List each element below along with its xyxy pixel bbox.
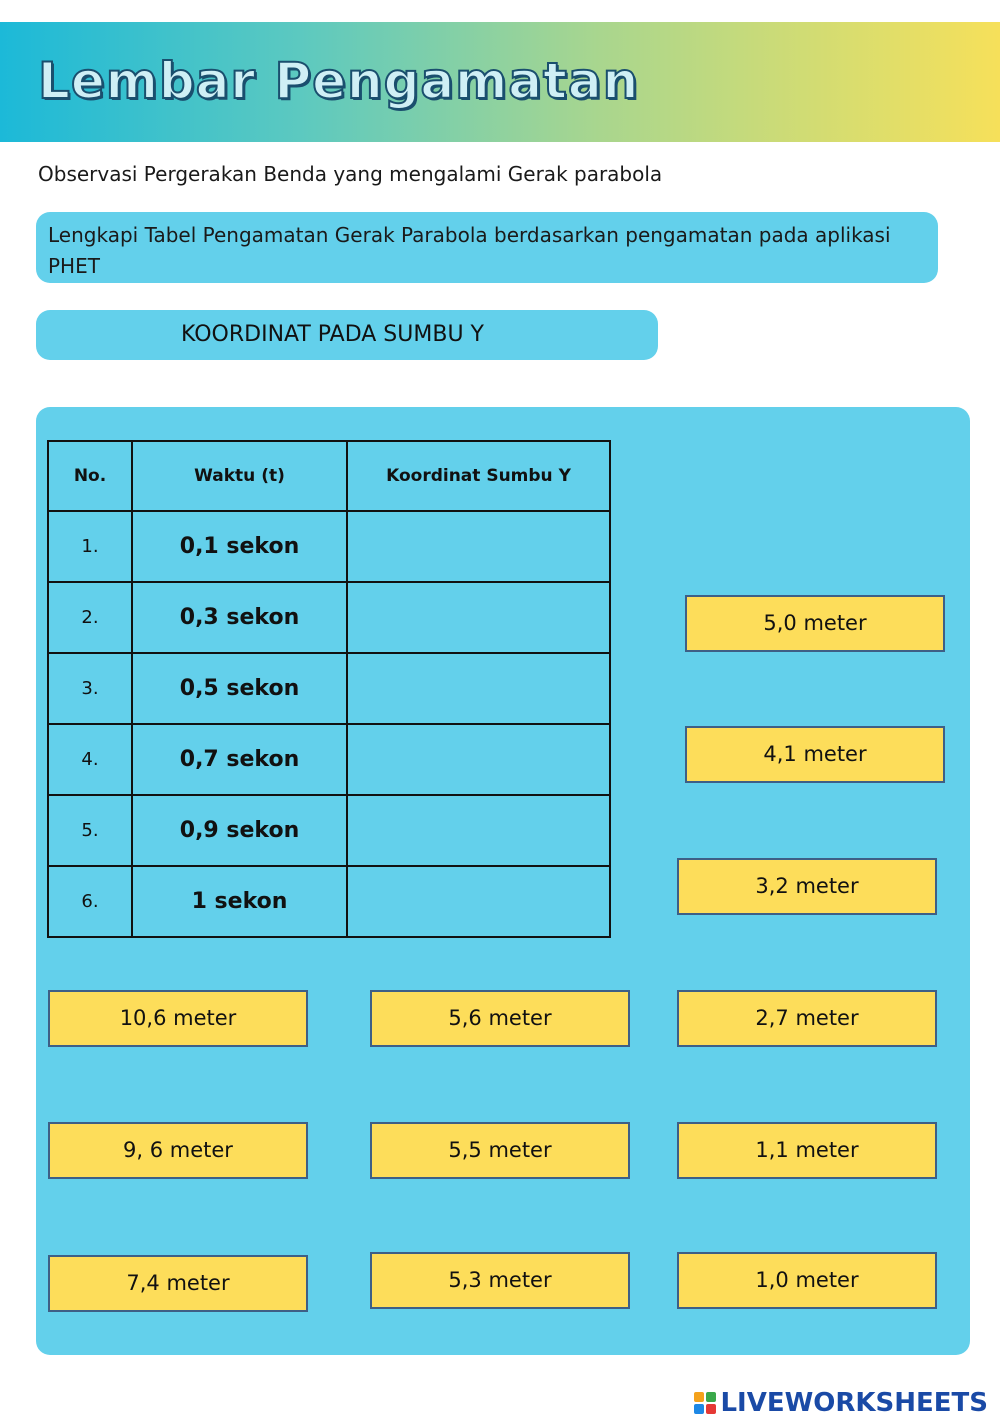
row-number: 4.: [48, 724, 132, 795]
logo-square: [694, 1392, 704, 1402]
logo-text: LIVEWORKSHEETS: [720, 1388, 988, 1418]
row-time: 1 sekon: [132, 866, 347, 937]
answer-chip[interactable]: 1,0 meter: [677, 1252, 937, 1309]
answer-drop-cell[interactable]: [347, 582, 610, 653]
answer-chip[interactable]: 2,7 meter: [677, 990, 937, 1047]
row-time: 0,5 sekon: [132, 653, 347, 724]
section-label: KOORDINAT PADA SUMBU Y: [36, 310, 658, 360]
row-number: 5.: [48, 795, 132, 866]
row-time: 0,3 sekon: [132, 582, 347, 653]
table-row: [48, 653, 610, 724]
answer-drop-cell[interactable]: [347, 866, 610, 937]
answer-drop-cell[interactable]: [347, 511, 610, 582]
table-row: [48, 724, 610, 795]
row-number: 6.: [48, 866, 132, 937]
row-time: 0,9 sekon: [132, 795, 347, 866]
subtitle: Observasi Pergerakan Benda yang mengalami Gerak parabola: [38, 162, 663, 186]
table-row: [48, 795, 610, 866]
answer-chip[interactable]: 1,1 meter: [677, 1122, 937, 1179]
answer-drop-cell[interactable]: [347, 653, 610, 724]
row-number: 2.: [48, 582, 132, 653]
logo-square: [706, 1404, 716, 1414]
answer-chip[interactable]: 4,1 meter: [685, 726, 945, 783]
answer-chip[interactable]: 10,6 meter: [48, 990, 308, 1047]
answer-chip[interactable]: 7,4 meter: [48, 1255, 308, 1312]
table-row: [48, 582, 610, 653]
column-header-no: No.: [48, 441, 132, 511]
liveworksheets-logo: [694, 1386, 988, 1420]
header-banner: [0, 22, 1000, 142]
observation-table: [47, 440, 611, 938]
column-header-y: Koordinat Sumbu Y: [347, 441, 610, 511]
instruction-box: Lengkapi Tabel Pengamatan Gerak Parabola berdasarkan pengamatan pada aplikasi PHET: [36, 212, 938, 283]
page-title: Lembar Pengamatan: [38, 52, 640, 110]
liveworksheets-logo-icon: [694, 1392, 716, 1414]
table-row: [48, 511, 610, 582]
row-time: 0,7 sekon: [132, 724, 347, 795]
row-number: 1.: [48, 511, 132, 582]
column-header-time: Waktu (t): [132, 441, 347, 511]
answer-chip[interactable]: 5,3 meter: [370, 1252, 630, 1309]
answer-chip[interactable]: 5,6 meter: [370, 990, 630, 1047]
answer-chip[interactable]: 9, 6 meter: [48, 1122, 308, 1179]
row-time: 0,1 sekon: [132, 511, 347, 582]
answer-drop-cell[interactable]: [347, 795, 610, 866]
table-row: [48, 866, 610, 937]
answer-chip[interactable]: 3,2 meter: [677, 858, 937, 915]
answer-drop-cell[interactable]: [347, 724, 610, 795]
logo-square: [706, 1392, 716, 1402]
row-number: 3.: [48, 653, 132, 724]
answer-chip[interactable]: 5,0 meter: [685, 595, 945, 652]
answer-chip[interactable]: 5,5 meter: [370, 1122, 630, 1179]
logo-square: [694, 1404, 704, 1414]
table-header-row: [48, 441, 610, 511]
